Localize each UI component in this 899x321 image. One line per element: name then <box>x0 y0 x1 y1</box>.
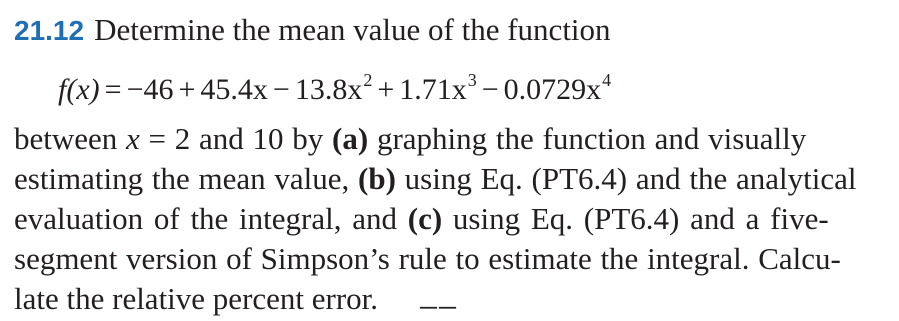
text-line2-pre: estimating the mean value, <box>14 161 350 196</box>
function-equation: $f(x) = -46 + 45.4x - 13.8x^2 + 1.71x^3 - 0.0729x^4$ <box>58 70 612 106</box>
body-line-5: late the relative percent error. <box>14 281 379 316</box>
part-a-label: (a) <box>332 121 369 156</box>
equation-lhs: f(x) <box>58 73 100 106</box>
part-a-text: graphing the function and visually <box>376 121 807 156</box>
body-line-2 <box>14 159 856 199</box>
text-between: between <box>14 121 118 156</box>
term-quartic-exponent: 4 <box>602 70 612 90</box>
term-quartic: 0.0729x <box>503 73 602 106</box>
body-line-3 <box>14 199 829 239</box>
cropped-next-line-fragment: ── <box>420 295 459 321</box>
term-quadratic-exponent: 2 <box>363 70 373 90</box>
part-b-text: using Eq. (PT6.4) and the analytical <box>404 161 857 196</box>
term-cubic: 1.71x <box>399 73 467 106</box>
term-constant: −46 <box>126 73 174 106</box>
term-quadratic: 13.8x <box>294 73 363 106</box>
problem-heading-line <box>14 10 611 51</box>
text-line3-pre: evaluation of the integral, and <box>14 201 398 236</box>
term-cubic-exponent: 3 <box>467 70 477 90</box>
problem-number: 21.12 <box>14 15 85 46</box>
term-linear: 45.4x <box>200 73 268 106</box>
part-b-label: (b) <box>358 161 396 196</box>
body-line-1 <box>14 119 806 159</box>
part-c-text: using Eq. (PT6.4) and a five- <box>452 201 829 236</box>
part-c-label: (c) <box>407 201 443 236</box>
variable-x: x <box>126 121 140 156</box>
body-line-4: segment version of Simpson’s rule to estimate the integral. Calcu- <box>14 241 841 276</box>
problem-intro: Determine the mean value of the function <box>94 12 611 47</box>
text-range: = 2 and 10 by <box>148 121 324 156</box>
